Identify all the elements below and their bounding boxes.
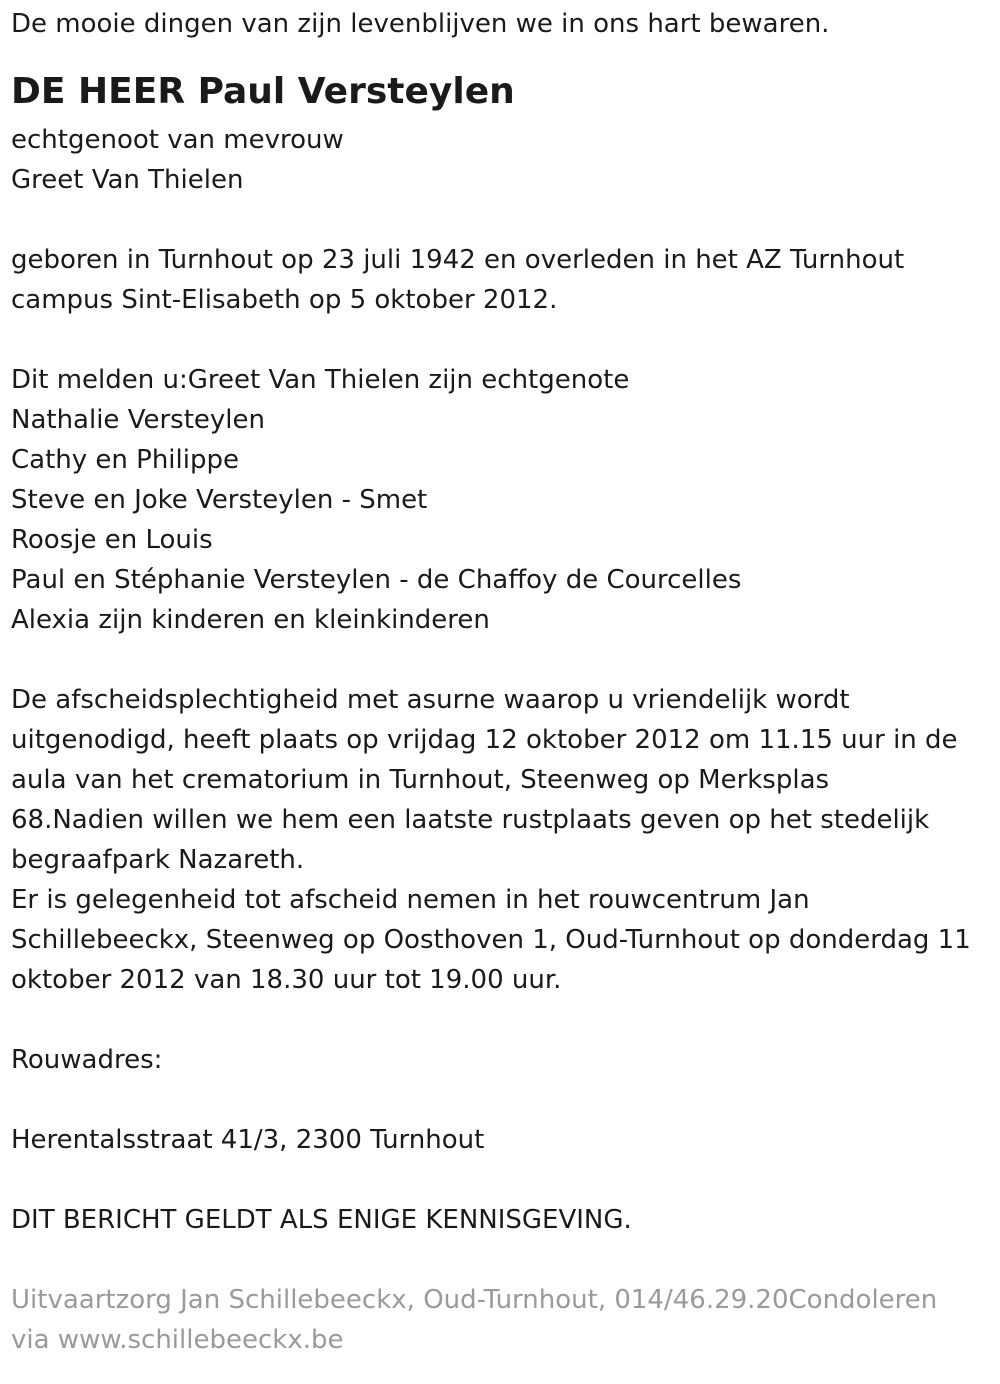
ceremony-line: 68.Nadien willen we hem een laatste rustplaats geven op het stedelijk <box>11 805 930 835</box>
footer-line: via www.schillebeeckx.be <box>11 1325 344 1355</box>
birth-death-line: campus Sint-Elisabeth op 5 oktober 2012. <box>11 285 558 315</box>
spacer <box>11 200 990 240</box>
family-line: Nathalie Versteylen <box>11 405 265 435</box>
spouse-line: echtgenoot van mevrouw <box>11 125 344 155</box>
spacer <box>11 320 990 360</box>
motto-text: De mooie dingen van zijn levenblijven we in ons hart bewaren. <box>11 9 830 39</box>
family-line: Roosje en Louis <box>11 525 213 555</box>
family-line: Alexia zijn kinderen en kleinkinderen <box>11 605 490 635</box>
family-line: Dit melden u:Greet Van Thielen zijn echtgenote <box>11 365 630 395</box>
spacer <box>11 1080 990 1120</box>
spacer <box>11 640 990 680</box>
family-line: Steve en Joke Versteylen - Smet <box>11 485 428 515</box>
family-section <box>11 360 990 640</box>
birth-death-section <box>11 240 990 320</box>
family-line: Cathy en Philippe <box>11 445 239 475</box>
deceased-name-heading: DE HEER Paul Versteylen <box>11 71 515 112</box>
ceremony-line: oktober 2012 van 18.30 uur tot 19.00 uur. <box>11 965 562 995</box>
birth-death-line: geboren in Turnhout op 23 juli 1942 en overleden in het AZ Turnhout <box>11 245 905 275</box>
ceremony-section <box>11 680 990 1000</box>
ceremony-line: aula van het crematorium in Turnhout, Steenweg op Merksplas <box>11 765 830 795</box>
spouse-line: Greet Van Thielen <box>11 165 244 195</box>
ceremony-line: uitgenodigd, heeft plaats op vrijdag 12 oktober 2012 om 11.15 uur in de <box>11 725 958 755</box>
spouse-section <box>11 120 990 200</box>
ceremony-line: Er is gelegenheid tot afscheid nemen in het rouwcentrum Jan <box>11 885 810 915</box>
funeral-home-footer <box>11 1280 990 1360</box>
spacer <box>11 1160 990 1200</box>
address-label: Rouwadres: <box>11 1045 163 1075</box>
ceremony-line: Schillebeeckx, Steenweg op Oosthoven 1, Oud-Turnhout op donderdag 11 <box>11 925 971 955</box>
footer-line: Uitvaartzorg Jan Schillebeeckx, Oud-Turnhout, 014/46.29.20Condoleren <box>11 1285 938 1315</box>
family-line: Paul en Stéphanie Versteylen - de Chaffoy de Courcelles <box>11 565 742 595</box>
ceremony-line: begraafpark Nazareth. <box>11 845 305 875</box>
ceremony-line: De afscheidsplechtigheid met asurne waarop u vriendelijk wordt <box>11 685 850 715</box>
mourning-address: Herentalsstraat 41/3, 2300 Turnhout <box>11 1125 485 1155</box>
spacer <box>11 1000 990 1040</box>
notice-text: DIT BERICHT GELDT ALS ENIGE KENNISGEVING. <box>11 1205 632 1235</box>
